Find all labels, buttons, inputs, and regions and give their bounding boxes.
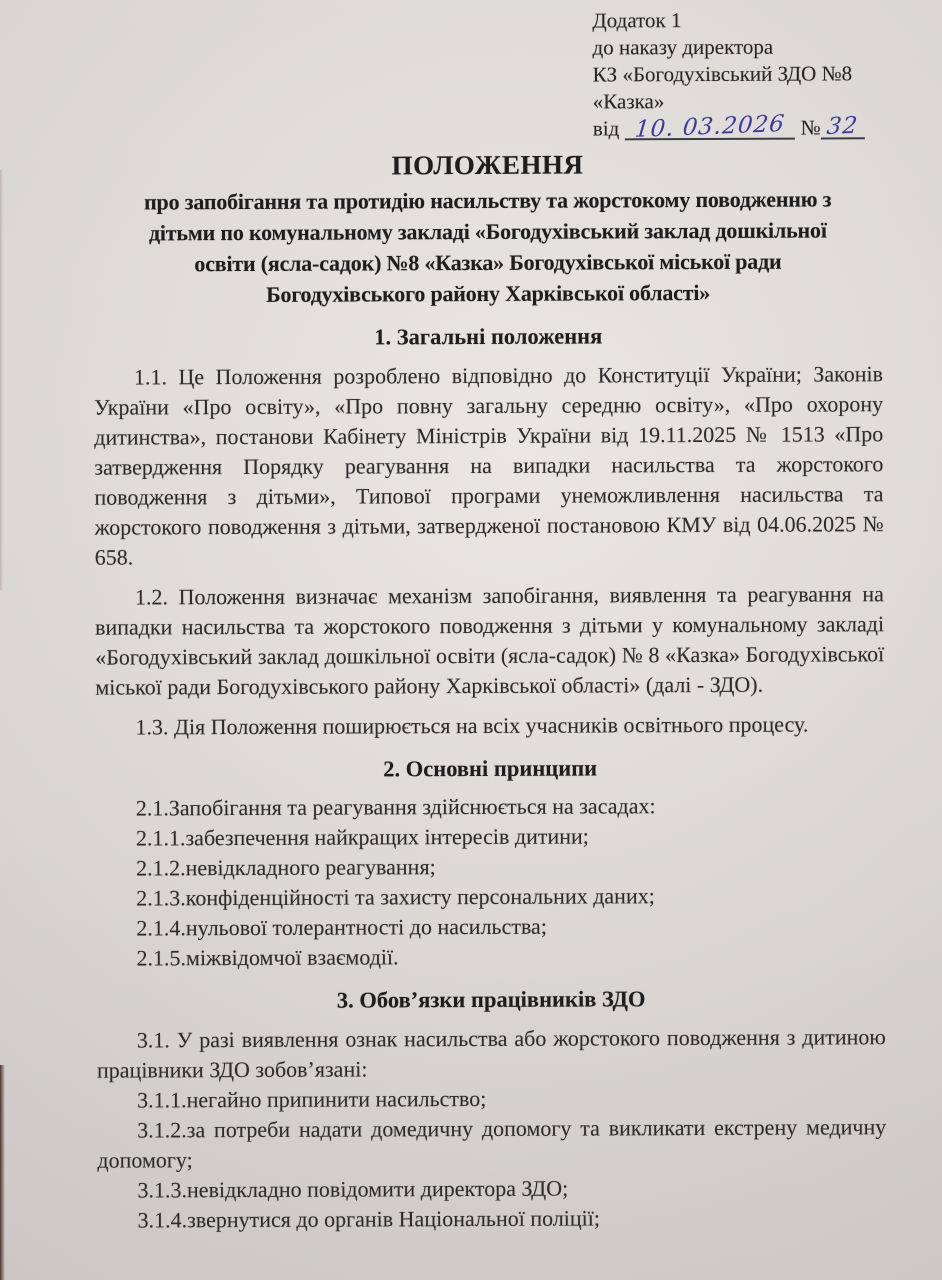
list-item-3-1-4: 3.1.4.звернутися до органів Національної поліції; — [137, 1205, 601, 1233]
number-label: № — [800, 115, 821, 140]
list-item-2-1-2: 2.1.2.невідкладного реагування; — [136, 854, 436, 881]
section-1-heading: 1. Загальні положення — [374, 323, 603, 350]
appendix-header-line: «Казка» — [592, 89, 665, 114]
list-item-3-1-1: 3.1.1.негайно припинити насильство; — [137, 1085, 487, 1113]
date-prefix: від — [592, 116, 620, 141]
list-item-2-1: 2.1.Запобігання та реагування здійснюється на засадах: — [135, 793, 656, 821]
list-item-3-1-3: 3.1.3.невідкладно повідомити директора ЗДО; — [137, 1175, 569, 1203]
document-subtitle-line: дітьми по комунальному закладі «Богодухівський заклад дошкільної — [148, 217, 827, 246]
document-subtitle-line: про запобігання та протидію насильству та жорстокому поводженню з — [143, 186, 832, 215]
document-subtitle-line: освіти (ясла-садок) №8 «Казка» Богодухівської міської ради — [194, 248, 782, 277]
list-item-2-1-4: 2.1.4.нульової толерантності до насильства; — [136, 913, 547, 941]
paragraph-3-1: 3.1. У разі виявлення ознак насильства або жорстокого поводження з дитиною працівники ЗДО зобов’язані: — [96, 1024, 886, 1083]
list-item-2-1-5: 2.1.5.міжвідомчої взаємодії. — [136, 944, 399, 971]
paragraph-1-3: 1.3. Дія Положення поширюється на всіх учасників освітнього процесу. — [135, 711, 809, 740]
appendix-header — [592, 6, 893, 142]
appendix-header-line: до наказу директора — [592, 34, 774, 60]
paragraph-1-2: 1.2. Положення визначає механізм запобігання, виявлення та реагування на випадки насильства та жорстокого поводження з дітьми у комунальному закладі «Богодухівський заклад дошкільної освіти (ясла-садок) № 8 «Казка» Богодухівської міської ради Богодухівського району Харківської області» (далі - ЗДО). — [94, 581, 885, 700]
paragraph-1-1: 1.1. Це Положення розроблено відповідно до Конституції України; Законів України «Про освіту», «Про повну загальну середню освіту», «Про охорону дитинства», постанови Кабінету Міністрів України від 19.11.2025 № 1513 «Про затвердження Порядку реагування на випадки насильства та жорстокого поводження з дітьми», Типової програми унеможливлення насильства та жорстокого поводження з дітьми, затвердженої постановою КМУ від 04.06.2025 № 658. — [94, 361, 884, 570]
handwritten-date-field — [625, 110, 795, 143]
list-item-2-1-3: 2.1.3.конфіденційності та захисту персональних даних; — [136, 883, 655, 911]
order-date-line — [592, 110, 893, 143]
handwritten-number: 32 — [825, 112, 860, 141]
list-item-2-1-1: 2.1.1.забезпечення найкращих інтересів дитини; — [135, 823, 589, 851]
duties-list — [97, 1082, 887, 1235]
document-subtitle-line: Богодухівського району Харківської області» — [266, 279, 711, 307]
handwritten-number-field — [821, 112, 865, 141]
appendix-header-line: КЗ «Богодухівський ЗДО №8 — [592, 61, 853, 87]
document-subtitle — [93, 183, 883, 310]
principles-list — [96, 790, 886, 973]
handwritten-date: 10. 03.2026 — [633, 110, 786, 143]
appendix-header-line: Додаток 1 — [592, 8, 682, 33]
section-2-heading: 2. Основні принципи — [383, 755, 598, 782]
list-item-3-1-2: 3.1.2.за потреби надати домедичну допомогу та викликати екстрену медичну допомогу; — [97, 1114, 887, 1173]
section-3-heading: 3. Обов’язки працівників ЗДО — [336, 986, 646, 1013]
document-title: ПОЛОЖЕННЯ — [391, 149, 584, 181]
